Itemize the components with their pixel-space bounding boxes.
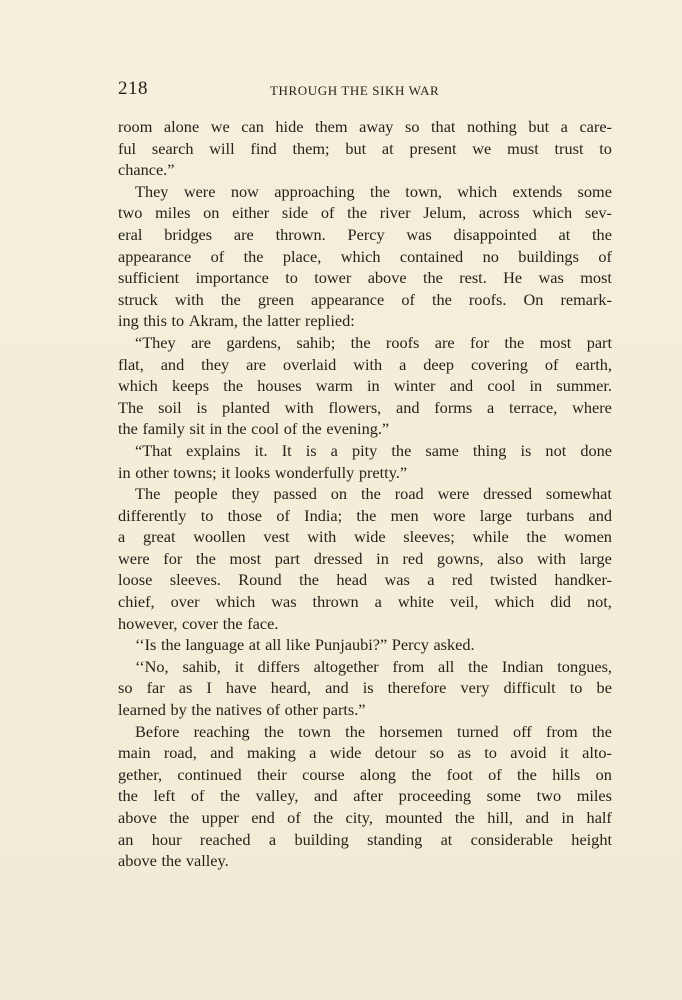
text-line: ‘‘No, sahib, it differs altogether from all the Indian tongues,: [135, 656, 612, 676]
text-line: loose sleeves. Round the head was a red twisted handker-: [118, 570, 612, 590]
text-line: the left of the valley, and after proceeding some two miles: [118, 786, 612, 806]
running-head: THROUGH THE SIKH WAR: [270, 83, 440, 98]
text-line: They were now approaching the town, which extends some: [135, 181, 612, 201]
text-line: ful search will find them; but at present we must trust to: [118, 138, 612, 158]
text-line: eral bridges are thrown. Percy was disappointed at the: [118, 224, 612, 244]
page-number: 218: [118, 78, 148, 99]
text-line: The people they passed on the road were dressed somewhat: [135, 484, 612, 504]
text-line: in other towns; it looks wonderfully pretty.”: [118, 462, 408, 482]
text-line: “That explains it. It is a pity the same thing is not done: [135, 440, 612, 460]
text-line: chief, over which was thrown a white veil, which did not,: [118, 592, 612, 612]
text-line: were for the most part dressed in red gowns, also with large: [118, 548, 612, 568]
text-line: however, cover the face.: [118, 613, 279, 633]
text-line: chance.”: [118, 160, 175, 180]
text-line: differently to those of India; the men wore large turbans and: [118, 505, 612, 525]
text-line: a great woollen vest with wide sleeves; while the women: [118, 527, 612, 547]
text-line: gether, continued their course along the foot of the hills on: [118, 764, 612, 784]
text-line: room alone we can hide them away so that nothing but a care-: [118, 117, 612, 136]
text-line: which keeps the houses warm in winter and cool in summer.: [118, 376, 612, 396]
text-line: struck with the green appearance of the roofs. On remark-: [118, 289, 612, 309]
text-line: so far as I have heard, and is therefore very difficult to be: [118, 678, 612, 698]
body-text: [118, 116, 612, 872]
text-line: “They are gardens, sahib; the roofs are for the most part: [135, 332, 612, 352]
text-line: ing this to Akram, the latter replied:: [118, 311, 355, 331]
text-line: ‘‘Is the language at all like Punjaubi?” Percy asked.: [135, 635, 475, 655]
text-line: main road, and making a wide detour so as to avoid it alto-: [118, 743, 612, 763]
text-line: appearance of the place, which contained no buildings of: [118, 246, 612, 266]
text-line: sufficient importance to tower above the rest. He was most: [118, 268, 612, 288]
text-line: an hour reached a building standing at considerable height: [118, 829, 612, 849]
text-line: above the upper end of the city, mounted the hill, and in half: [118, 808, 612, 827]
text-line: the family sit in the cool of the evening.”: [118, 419, 390, 439]
text-line: flat, and they are overlaid with a deep covering of earth,: [118, 354, 612, 374]
text-line: two miles on either side of the river Jelum, across which sev-: [118, 203, 612, 223]
text-line: Before reaching the town the horsemen turned off from the: [135, 721, 612, 741]
text-line: The soil is planted with flowers, and forms a terrace, where: [118, 397, 612, 417]
text-line: learned by the natives of other parts.”: [118, 700, 366, 720]
page-header: [118, 78, 612, 102]
text-line: above the valley.: [118, 851, 229, 871]
